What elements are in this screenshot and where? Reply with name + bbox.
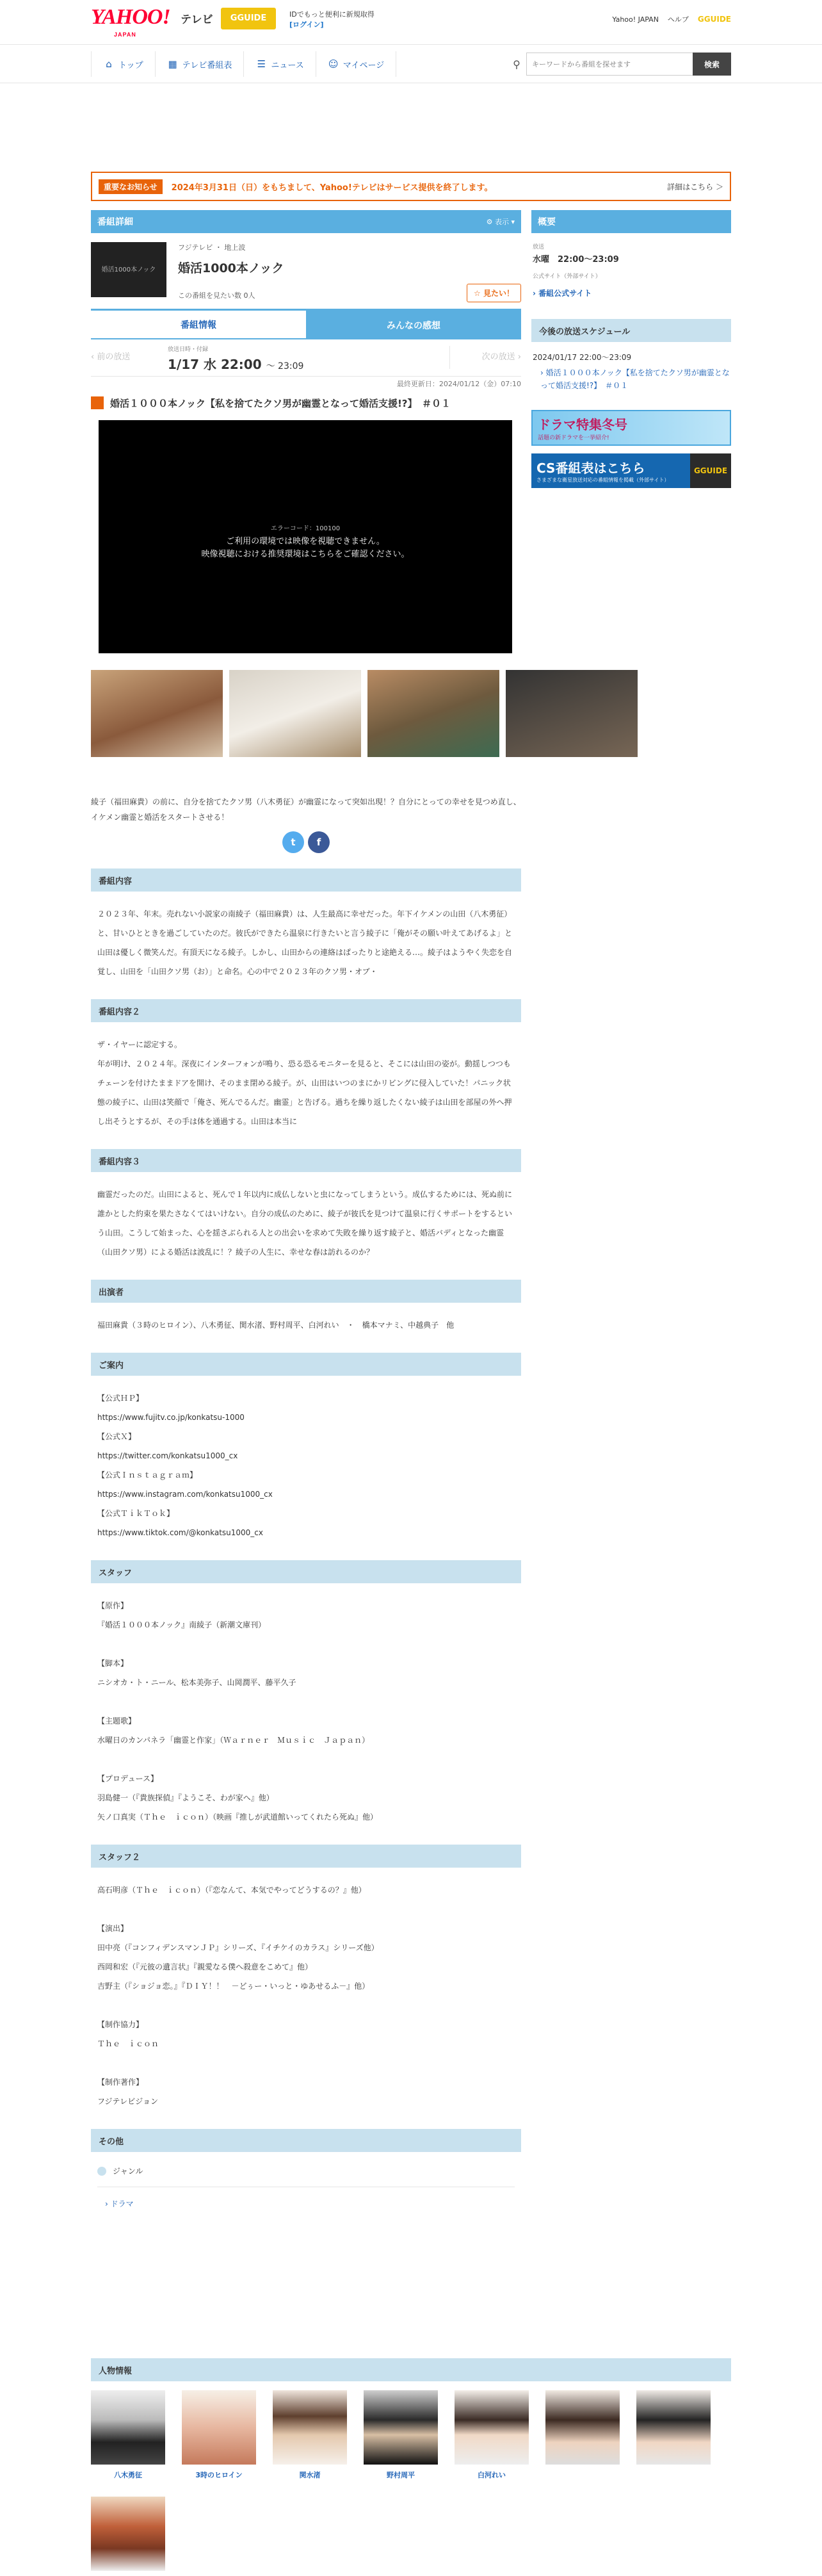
broadcast-date-bar: [91, 339, 521, 377]
section-body: 福田麻貴（３時のヒロイン）、八木勇征、関水渚、野村周平、白河れい ・ 橋本マナミ、中越典子 他: [97, 1321, 455, 1330]
person-card[interactable]: 関水渚: [273, 2390, 347, 2480]
official-site-link[interactable]: › 番組公式サイト: [533, 289, 592, 298]
login-promo: [289, 10, 375, 30]
section-cast: [91, 1280, 521, 1353]
yahoo-logo[interactable]: YAHOO! JAPAN: [91, 5, 170, 38]
sidebar: [531, 210, 731, 500]
broadcast-date: 放送日時・付録 1/17 水 22:00 〜 23:09: [168, 346, 304, 372]
global-nav: [0, 45, 822, 83]
news-icon: ☰: [257, 58, 266, 70]
section-title: 番組内容３: [91, 1149, 521, 1172]
nav-news[interactable]: ☰ ニュース: [244, 51, 316, 77]
genre-block: [91, 2152, 521, 2214]
person-card[interactable]: 3時のヒロイン: [182, 2390, 256, 2480]
tab-reviews[interactable]: みんなの感想: [306, 311, 521, 339]
people-section: [91, 2358, 731, 2576]
section-body: 幽霊だったのだ。山田によると、死んで１年以内に成仏しないと虫になってしまうという。成仏するためには、死ぬ前に誰かとした約束を果たさなくてはいけない。自分の成仏のために、綾子が彼氏を見つけて温泉に行くサポートをするという山田。こうして始まった、心を揺さぶられる人との出会いを求めて失敗を繰り返す綾子と、婚活バディとなった幽霊（山田クソ男）による婚活は波乱に！？綾子の人生に、幸せな春は訪れるのか？: [97, 1190, 513, 1257]
person-photo: [91, 2390, 165, 2465]
gallery-photo[interactable]: [91, 670, 223, 757]
gallery-photo[interactable]: [506, 670, 638, 757]
section-staff: [91, 1560, 521, 1845]
player-message: ご利用の環境では映像を視聴できません。: [226, 537, 385, 546]
episode-title: 婚活１０００本ノック【私を捨てたクソ男が幽霊となって婚活支援!?】 ＃０１: [91, 392, 521, 414]
yahoo-japan-link[interactable]: Yahoo! JAPAN: [612, 15, 659, 24]
global-header: [0, 0, 822, 45]
want-count: この番組を見たい数 0人: [178, 291, 255, 300]
section-content-2: [91, 999, 521, 1149]
twitter-share-button[interactable]: [282, 831, 304, 853]
person-photo: [545, 2390, 620, 2465]
nav-mypage[interactable]: ☺ マイページ: [316, 51, 396, 77]
schedule-time: 2024/01/17 22:00〜23:09: [533, 353, 632, 362]
person-photo: [364, 2390, 438, 2465]
prev-broadcast-link[interactable]: ‹ 前の放送: [91, 352, 131, 362]
section-guide: [91, 1353, 521, 1560]
chevron-right-icon: ›: [515, 352, 521, 362]
recommended-env-link[interactable]: 映像視聴における推奨環境はこちらをご確認ください。: [201, 550, 410, 559]
person-photo: [273, 2390, 347, 2465]
tab-program-info[interactable]: 番組情報: [91, 311, 306, 339]
episode-marker-icon: [91, 396, 104, 409]
section-body: 【公式ＨＰ】 https://www.fujitv.co.jp/konkatsu-1000 【公式Ｘ】 https://twitter.com/konkatsu1000_cx 【公式Ｉｎｓｔａｇｒａｍ】 https://www.instagram.com/konkatsu1000_cx 【公式ＴｉｋＴｏｋ】 https://www.tiktok.com/@konkatsu1000_cx: [97, 1394, 273, 1537]
broadcast-end: 〜 23:09: [266, 361, 304, 371]
search-icon: ⚲: [513, 58, 520, 70]
last-updated: 最終更新日：2024/01/12（金）07:10: [396, 380, 521, 388]
program-detail-header: 番組詳細 ⚙ 表示 ▾: [91, 210, 521, 233]
notice-detail-link[interactable]: 詳細はこちら ＞: [667, 182, 723, 192]
section-title: 番組内容２: [91, 999, 521, 1022]
section-body: 高石明彦（Ｔｈｅ ｉｃｏｎ）（『恋なんて、本気でやってどうするの？』他） 【演出】 田中亮（『コンフィデンスマンＪＰ』シリーズ、『イチケイのカラス』シリーズ他） 西岡和宏（『元彼の遺言状』『親愛なる僕へ殺意をこめて』他） 吉野主（『ショジョ恋。』『ＤＩＹ！！ －どぅー・いっと・ゆあせるふ－』他） 【制作協力】 Ｔｈｅ ｉｃｏｎ 【制作著作】 フジテレビジョン: [97, 1886, 379, 2106]
section-body: 【原作】 『婚活１０００本ノック』南綾子（新潮文庫刊） 【脚本】 ニシオカ・ト・ニール、松本美弥子、山岡潤平、藤平久子 【主題歌】 水曜日のカンパネラ「幽霊と作家」（Ｗａｒｎｅｒ Ｍｕｓｉｃ Ｊａｐａｎ） 【プロデュース】 羽島健一（『貴族探偵』『ようこそ、わが家へ』他） 矢ノ口真実（Ｔｈｅ ｉｃｏｎ）（映画『推しが武道館いってくれたら死ぬ』他）: [97, 1601, 378, 1822]
person-photo: [455, 2390, 529, 2465]
error-code: エラーコード：100100: [270, 525, 341, 532]
broadcast-label: 放送: [533, 244, 545, 250]
person-card[interactable]: [91, 2497, 165, 2576]
person-card[interactable]: [545, 2390, 620, 2480]
broadcast-value: 水曜 22:00〜23:09: [533, 255, 619, 265]
schedule-box: [531, 319, 731, 488]
section-body: ザ・イヤーに認定する。 年が明け、２０２４年。深夜にインターフォンが鳴り、恐る恐るモニターを見ると、そこには山田の姿が。動揺しつつもチェーンを付けたままドアを開け、そのまま閉める綾子。が、山田はいつのまにかリビングに侵入していた！パニック状態の綾子に、山田は笑顔で「俺さ、死んでるんだ。幽霊」と告げる。過ちを繰り返したくない綾子は山田を部屋の外へ押し出そうとするが、その手は体を通過する。山田は本当に: [97, 1040, 512, 1126]
cs-guide-banner[interactable]: CS番組表はこちら さまざまな衛星放送対応の番組情報を掲載（外部サイト） GGUIDE: [531, 453, 731, 488]
search-input[interactable]: [526, 53, 693, 76]
photo-gallery: [91, 670, 521, 757]
important-notice: [91, 172, 731, 201]
people-list: [91, 2390, 731, 2576]
program-summary: [91, 233, 521, 309]
main-column: [91, 210, 521, 2214]
section-content: [91, 868, 521, 999]
broadcast-date-text: 1/17 水 22:00: [168, 357, 262, 372]
tv-guide-icon: ▦: [168, 58, 177, 70]
want-button[interactable]: ☆ 見たい！: [467, 284, 521, 302]
login-link[interactable]: [ログイン]: [289, 20, 324, 29]
promo-text: IDでもっと便利に新規取得: [289, 10, 375, 19]
genre-dot-icon: [97, 2167, 106, 2176]
nav-top[interactable]: ⌂ トップ: [91, 51, 156, 77]
home-icon: ⌂: [106, 58, 112, 70]
person-card[interactable]: 白河れい: [455, 2390, 529, 2480]
person-photo: [91, 2497, 165, 2571]
nav-tv-guide[interactable]: ▦ テレビ番組表: [156, 51, 245, 77]
schedule-link[interactable]: › 婚活１０００本ノック【私を捨てたクソ男が幽霊となって婚活支援!?】 ＃０１: [540, 368, 730, 390]
user-icon: ☺: [328, 58, 339, 70]
genre-label: ジャンル: [97, 2161, 515, 2187]
star-icon: ☆: [474, 289, 483, 298]
overview-title: 概要: [531, 210, 731, 233]
person-card[interactable]: 野村周平: [364, 2390, 438, 2480]
channel-label: フジテレビ ・ 地上波: [178, 243, 246, 252]
notice-text: 2024年3月31日（日）をもちまして、Yahoo!テレビはサービス提供を終了します。: [171, 183, 493, 193]
person-card[interactable]: [636, 2390, 711, 2480]
program-description: 綾子（福田麻貴）の前に、自分を捨てたクソ男（八木勇征）が幽霊になって突如出現！？自分にとっての幸せを見つめ直し、イケメン幽霊と婚活をスタートさせる！: [91, 797, 521, 822]
section-other: [91, 2129, 521, 2214]
facebook-share-button[interactable]: [308, 831, 330, 853]
gguide-banner-logo: GGUIDE: [690, 453, 731, 488]
person-photo: [636, 2390, 711, 2465]
person-photo: [182, 2390, 256, 2465]
section-title: スタッフ: [91, 1560, 521, 1583]
people-title: 人物情報: [91, 2358, 731, 2381]
detail-tabs: [91, 309, 521, 339]
service-name: テレビ: [181, 13, 213, 26]
drama-feature-banner[interactable]: ドラマ特集冬号 話題の新ドラマを一挙紹介!: [531, 410, 731, 446]
section-title: ご案内: [91, 1353, 521, 1376]
schedule-title: 今後の放送スケジュール: [531, 319, 731, 342]
notice-badge: 重要なお知らせ: [99, 179, 163, 194]
program-title: 婚活1000本ノック: [178, 261, 284, 275]
gallery-photo[interactable]: [367, 670, 499, 757]
header-links: [612, 14, 731, 24]
display-option[interactable]: ⚙ 表示 ▾: [486, 218, 515, 226]
twitter-icon: t: [291, 836, 296, 848]
program-thumbnail: 婚活1000本ノック: [91, 242, 166, 297]
next-broadcast-link[interactable]: 次の放送 ›: [449, 346, 521, 369]
help-link[interactable]: ヘルプ: [667, 15, 689, 24]
section-content-3: [91, 1149, 521, 1280]
facebook-icon: f: [316, 836, 321, 848]
chevron-left-icon: ‹: [91, 352, 97, 362]
section-title: スタッフ２: [91, 1845, 521, 1868]
section-title: その他: [91, 2129, 521, 2152]
section-staff-2: [91, 1845, 521, 2129]
search-button[interactable]: 検索: [693, 53, 731, 76]
share-buttons: [91, 831, 521, 853]
section-body: ２０２３年、年末。売れない小説家の南綾子（福田麻貴）は、人生最高に幸せだった。年下イケメンの山田（八木勇征）と、甘いひとときを過ごしていたのだ。彼氏ができたら温泉に行きたいと言う綾子に「俺がその願い叶えてあげるよ」と山田は優しく微笑んだ。有頂天になる綾子。しかし、山田からの連絡はぱったりと途絶える…。綾子はようやく失恋を自覚し、山田を「山田クソ男（お）」と命名。心の中で２０２３年のクソ男・オブ・: [97, 909, 513, 976]
section-title: 出演者: [91, 1280, 521, 1303]
genre-link[interactable]: › ドラマ: [105, 2199, 134, 2208]
section-title: 番組内容: [91, 868, 521, 892]
video-player[interactable]: [99, 420, 512, 653]
search-form: [507, 53, 731, 76]
overview-box: [531, 210, 731, 307]
gguide-logo[interactable]: GGUIDE: [221, 8, 276, 29]
gallery-photo[interactable]: [229, 670, 361, 757]
gguide-small-logo[interactable]: GGUIDE: [697, 15, 731, 24]
official-label: 公式サイト（外部サイト）: [533, 273, 601, 280]
person-card[interactable]: 八木勇征: [91, 2390, 165, 2480]
